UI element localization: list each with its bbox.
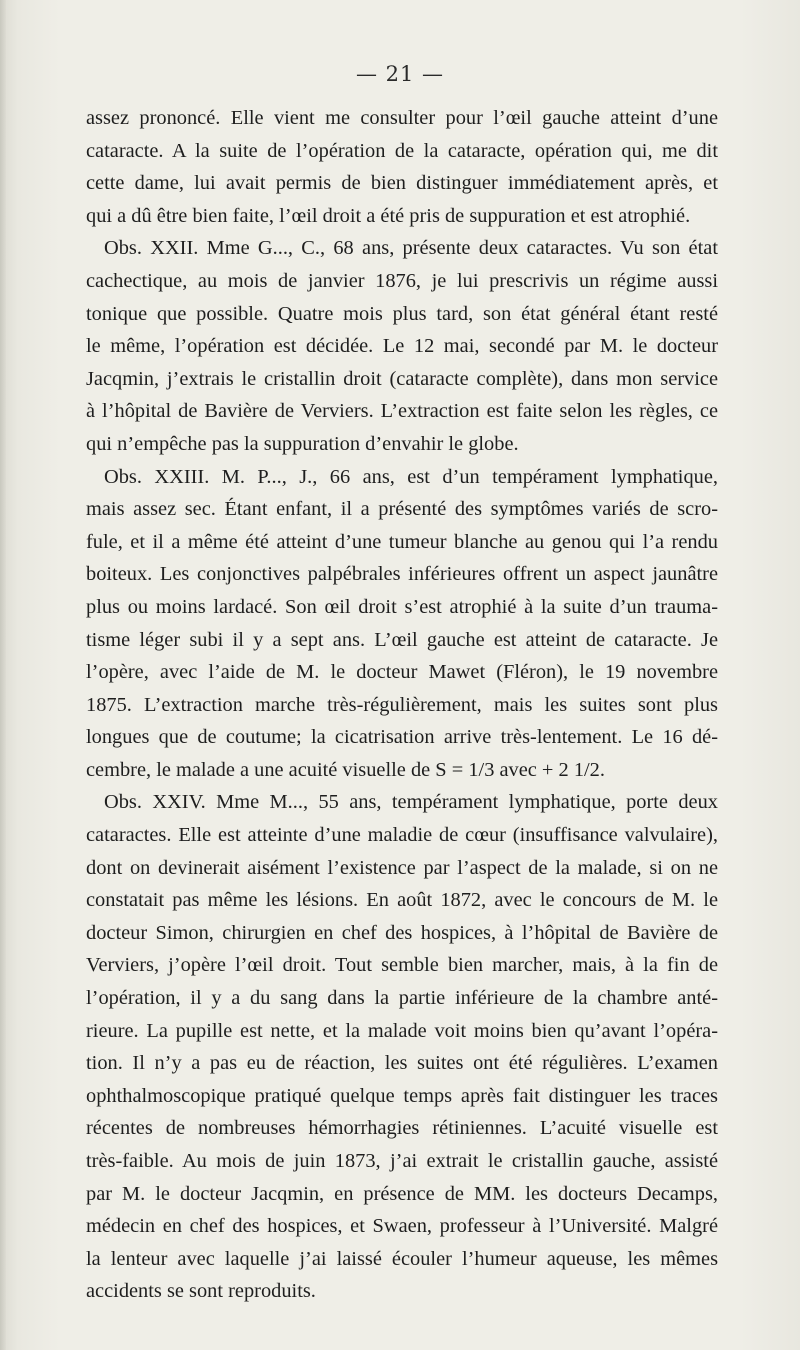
text-line: accidents se sont reproduits. <box>86 1280 316 1303</box>
text-line: boiteux. Les conjonctives palpébrales inférieures offrent un aspect jaunâtre <box>86 563 718 586</box>
text-line: récentes de nombreuses hémorrhagies rétiniennes. L’acuité visuelle est <box>86 1117 718 1140</box>
obs-xxiii-heading-line: Obs. XXIII. M. P..., J., 66 ans, est d’un tempérament lymphatique, <box>104 465 718 488</box>
text-line: constatait pas même les lésions. En août 1872, avec le concours de M. le <box>86 889 718 912</box>
text-line: tonique que possible. Quatre mois plus tard, son état général étant resté <box>86 302 718 325</box>
text-line: l’opère, avec l’aide de M. le docteur Mawet (Fléron), le 19 novembre <box>86 661 718 684</box>
text-line: cachectique, au mois de janvier 1876, je lui prescrivis un régime aussi <box>86 269 718 292</box>
text-line: plus ou moins lardacé. Son œil droit s’est atrophié à la suite d’un trauma- <box>86 595 718 618</box>
text-line: médecin en chef des hospices, et Swaen, professeur à l’Université. Malgré <box>86 1215 718 1238</box>
text-line: 1875. L’extraction marche très-régulièrement, mais les suites sont plus <box>86 693 718 716</box>
text-line: à l’hôpital de Bavière de Verviers. L’extraction est faite selon les règles, ce <box>86 400 718 423</box>
page-number: — 21 — <box>355 62 445 86</box>
text-line: par M. le docteur Jacqmin, en présence de MM. les docteurs Decamps, <box>86 1182 718 1205</box>
text-line: cette dame, lui avait permis de bien distinguer immédiatement après, et <box>86 172 718 195</box>
text-line: dont on devinerait aisément l’existence par l’aspect de la malade, si on ne <box>86 856 718 879</box>
text-line: cataracte. A la suite de l’opération de la cataracte, opération qui, me dit <box>86 139 718 162</box>
text-line: qui a dû être bien faite, l’œil droit a été pris de suppuration et est atrophié. <box>86 204 691 227</box>
text-line: le même, l’opération est décidée. Le 12 mai, secondé par M. le docteur <box>86 335 718 358</box>
obs-xxii-heading-line: Obs. XXII. Mme G..., C., 68 ans, présente deux cataractes. Vu son état <box>104 237 718 260</box>
text-line: cataractes. Elle est atteinte d’une maladie de cœur (insuffisance valvulaire), <box>86 824 718 847</box>
obs-xxiv-heading-line: Obs. XXIV. Mme M..., 55 ans, tempérament lymphatique, porte deux <box>104 791 718 814</box>
text-line: l’opération, il y a du sang dans la partie inférieure de la chambre anté- <box>86 987 718 1010</box>
text-line: assez prononcé. Elle vient me consulter pour l’œil gauche atteint d’une <box>86 107 718 129</box>
text-line: Jacqmin, j’extrais le cristallin droit (cataracte complète), dans mon service <box>86 367 718 390</box>
text-line: docteur Simon, chirurgien en chef des hospices, à l’hôpital de Bavière de <box>86 921 718 944</box>
text-line: qui n’empêche pas la suppuration d’envahir le globe. <box>86 432 519 455</box>
text-line: rieure. La pupille est nette, et la malade voit moins bien qu’avant l’opéra- <box>86 1019 718 1042</box>
text-line: Verviers, j’opère l’œil droit. Tout semble bien marcher, mais, à la fin de <box>86 954 718 977</box>
page-spine-shadow <box>0 0 6 1350</box>
text-line: ophthalmoscopique pratiqué quelque temps après fait distinguer les traces <box>86 1084 718 1107</box>
text-line: la lenteur avec laquelle j’ai laissé écouler l’humeur aqueuse, les mêmes <box>86 1247 718 1270</box>
text-line: longues que de coutume; la cicatrisation arrive très-lentement. Le 16 dé- <box>86 726 718 749</box>
text-line: tisme léger subi il y a sept ans. L’œil gauche est atteint de cataracte. Je <box>86 628 718 651</box>
text-line: tion. Il n’y a pas eu de réaction, les suites ont été régulières. L’examen <box>86 1052 718 1075</box>
text-line: très-faible. Au mois de juin 1873, j’ai extrait le cristallin gauche, assisté <box>86 1150 718 1172</box>
text-line: fule, et il a même été atteint d’une tumeur blanche au genou qui l’a rendu <box>86 530 718 553</box>
text-line: mais assez sec. Étant enfant, il a présenté des symptômes variés de scro- <box>86 498 718 521</box>
text-line: cembre, le malade a une acuité visuelle de S = 1/3 avec + 2 1/2. <box>86 758 605 781</box>
body-text <box>86 102 718 1308</box>
